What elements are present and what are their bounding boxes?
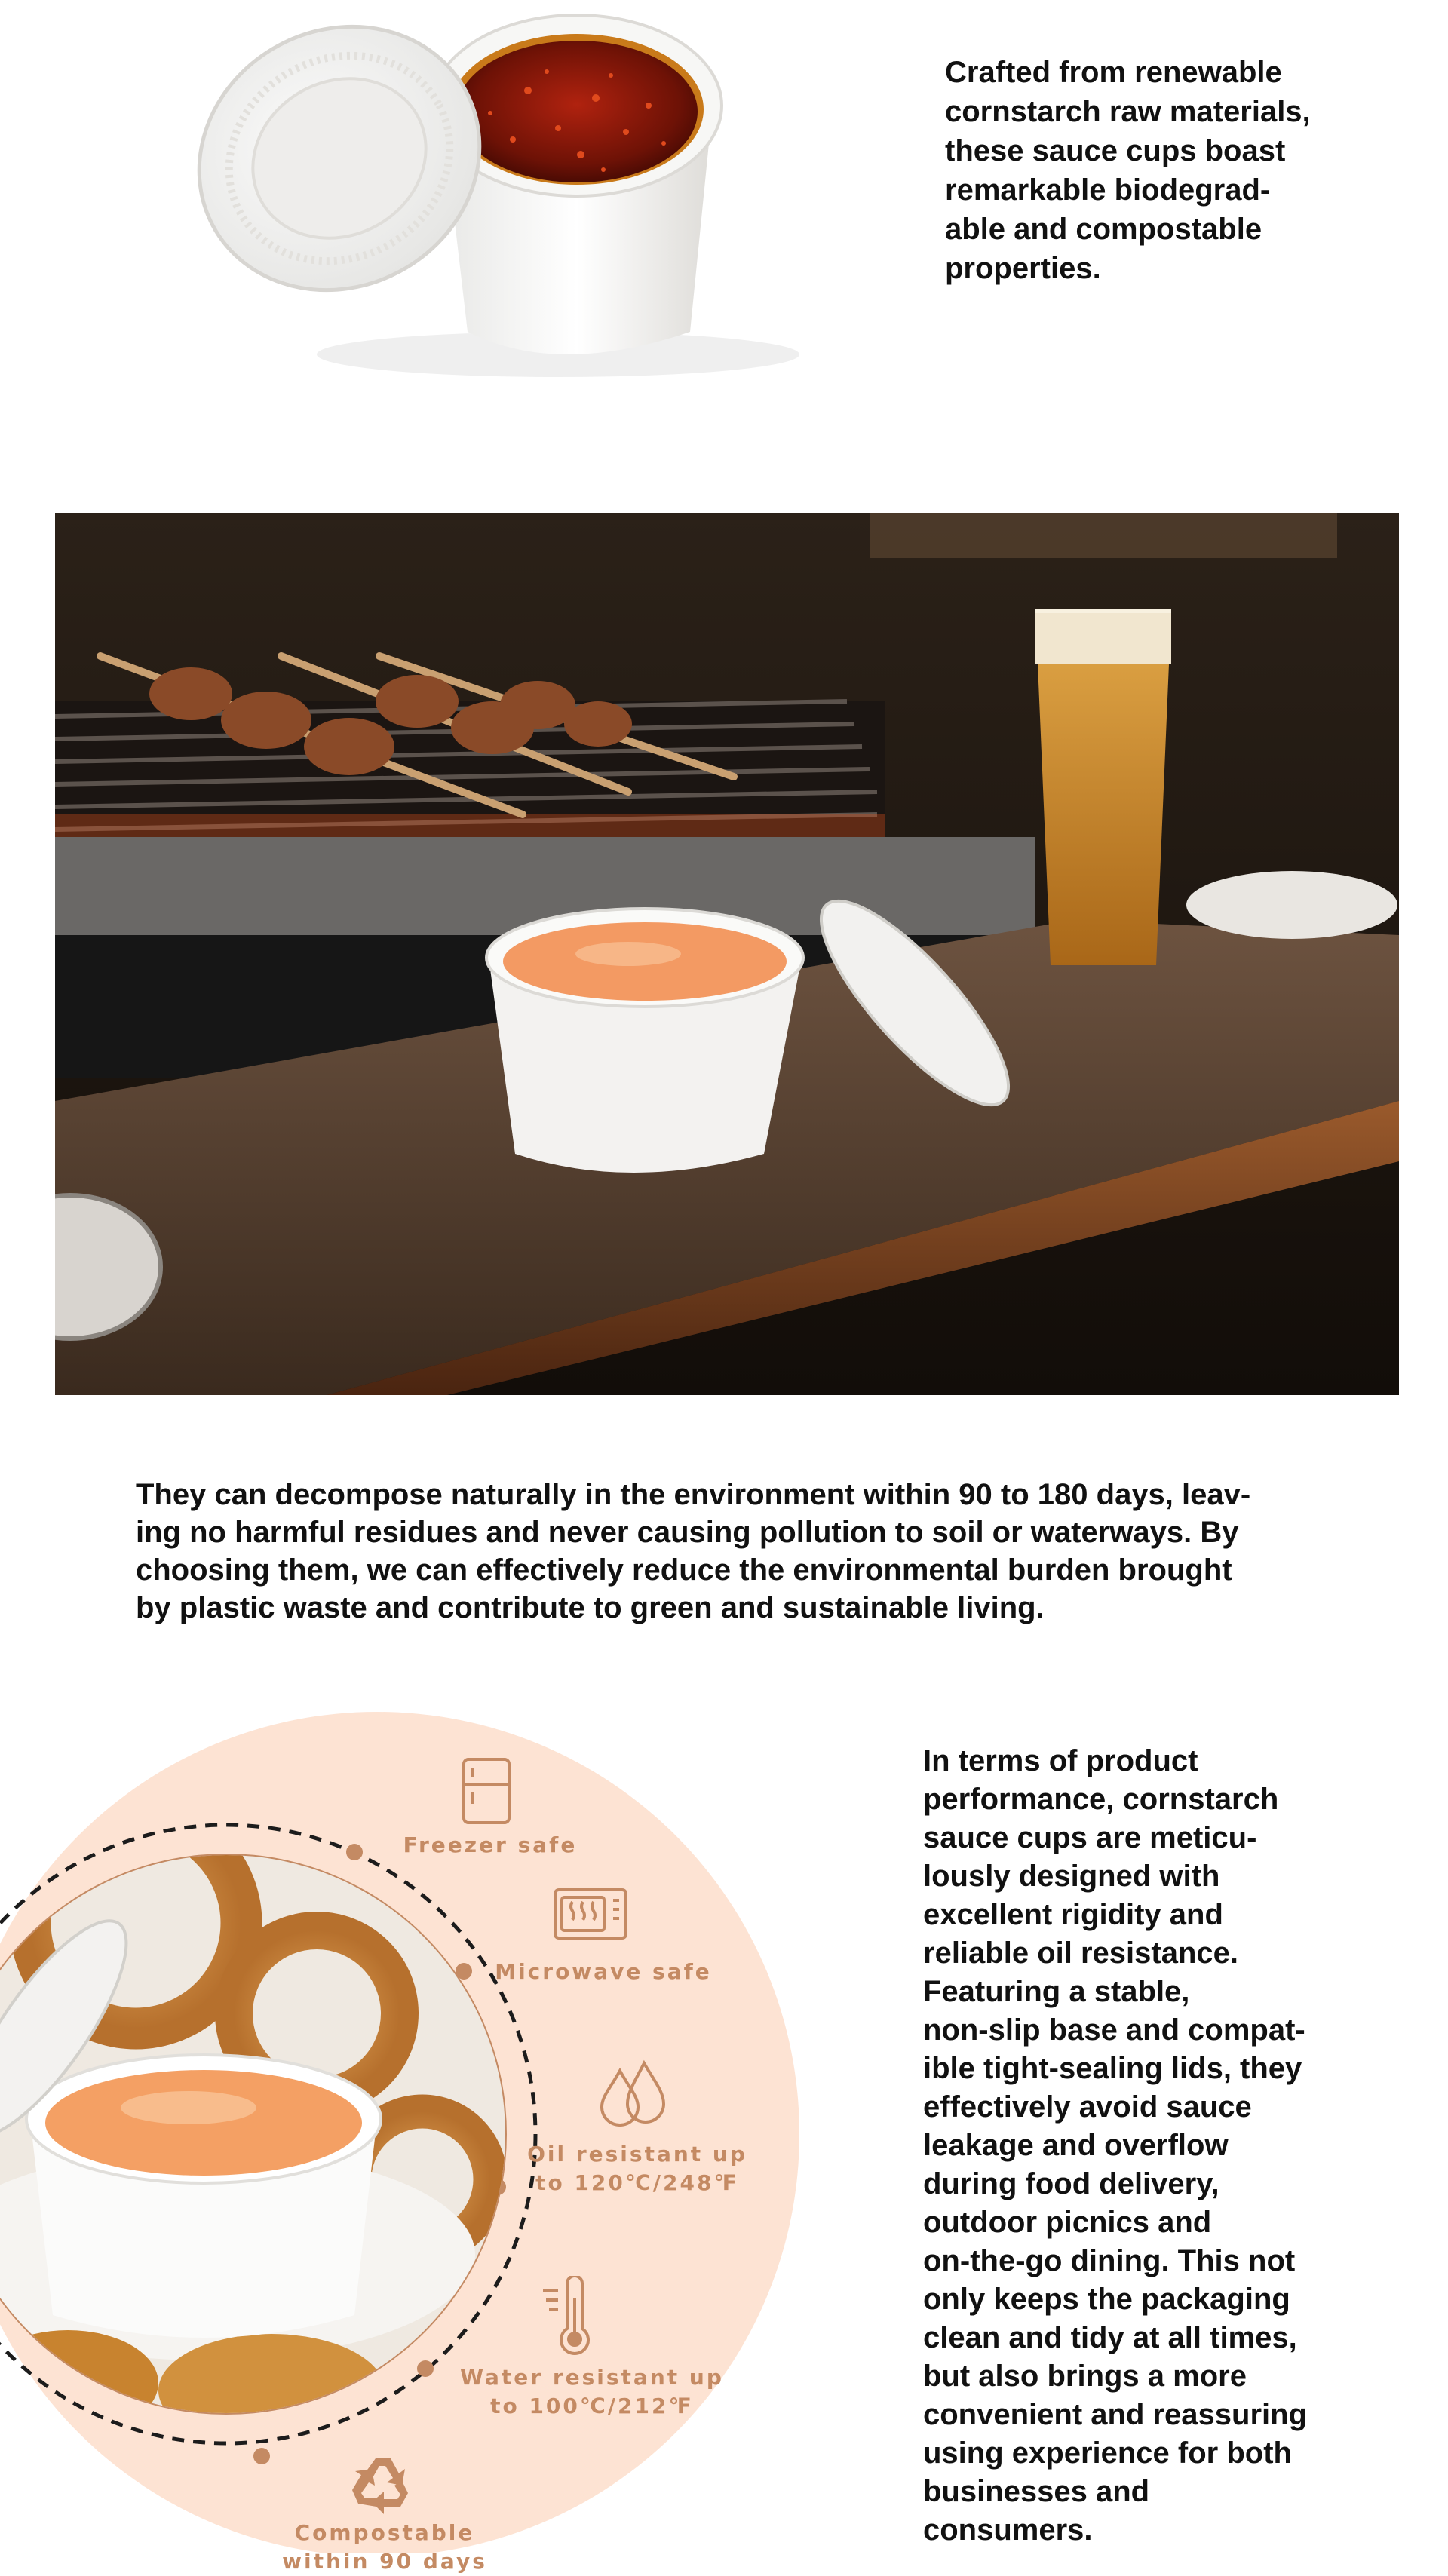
intro-paragraph: Crafted from renewable cornstarch raw materials, these sauce cups boast remarkable biodegrad- able and compostable properties. — [945, 56, 1311, 285]
feature-freezer-safe-label: Freezer safe — [403, 1832, 578, 1857]
recycle-icon — [349, 2451, 417, 2519]
oil-drops-icon — [596, 2057, 671, 2133]
microwave-icon — [553, 1885, 628, 1946]
thermometer-icon — [540, 2276, 600, 2359]
feature-oil-resistant-label: Oil resistant up to 120℃/248℉ — [527, 2142, 747, 2195]
sauce-cup-with-lid-photo — [136, 0, 860, 392]
feature-water-resistant-label: Water resistant up to 100℃/212℉ — [460, 2365, 724, 2418]
grill-scene-photo — [55, 513, 1399, 1395]
feature-compostable-label: Compostable within 90 days — [282, 2520, 487, 2574]
decompose-paragraph: They can decompose naturally in the environment within 90 to 180 days, leav- ing no harmful residues and never causing pollution to soil or waterways. By choosing them, we can effectively reduce the environmental burden brought by plastic waste and contribute to green and sustainable living. — [136, 1478, 1251, 1624]
performance-paragraph: In terms of product performance, cornstarch sauce cups are meticu- lously designed with excellent rigidity and reliable oil resistance. Featuring a stable, non-slip base and compat- ible tight-sealing lids, they effectively avoid sauce leakage and overflow during food delivery, outdoor picnics and on-the-go dining. This not only keeps the packaging clean and tidy at all times, but also brings a more convenient and reassuring using experience for both businesses and consumers. — [923, 1744, 1308, 2547]
fridge-icon — [460, 1757, 513, 1825]
feature-microwave-safe-label: Microwave safe — [495, 1959, 712, 1984]
